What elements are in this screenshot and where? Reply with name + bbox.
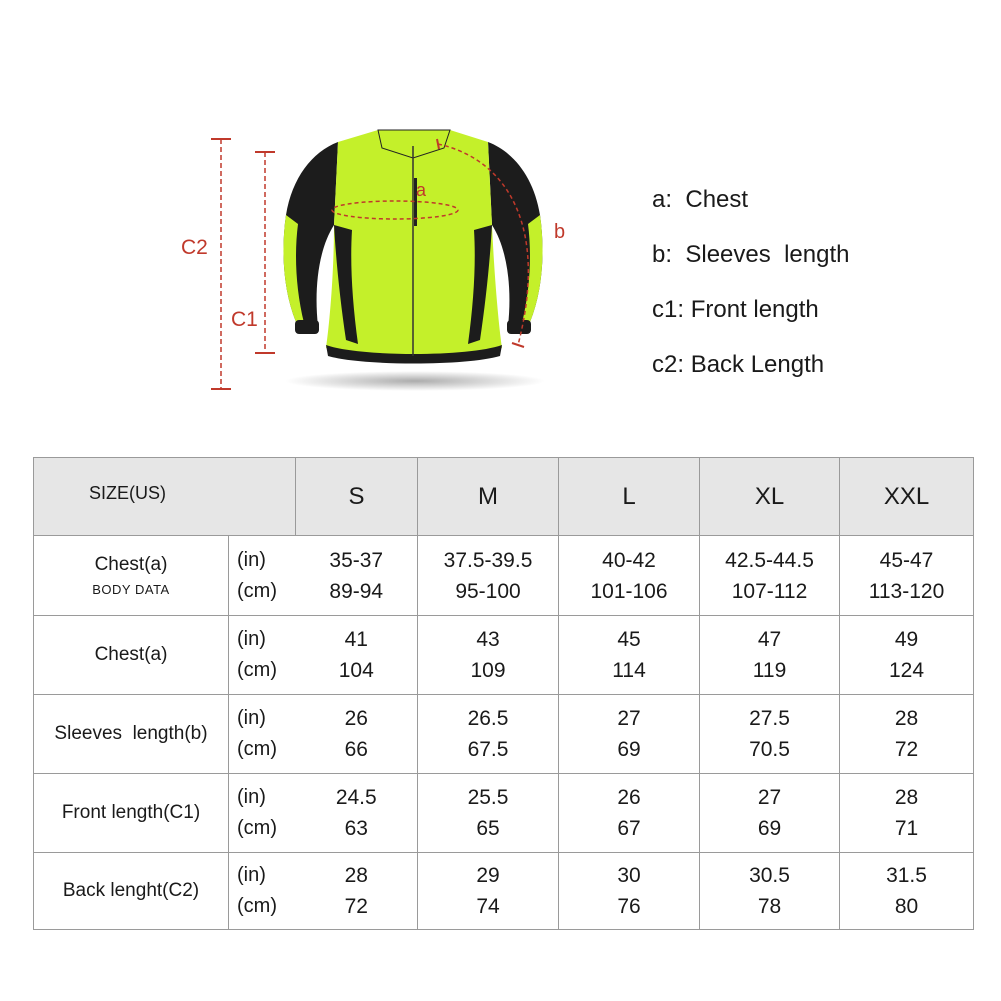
value-in: 24.5	[335, 786, 377, 809]
label-a: a	[416, 180, 427, 200]
value-cm: 101-106	[590, 579, 668, 603]
row-label-text: Sleeves length(b)	[54, 723, 208, 744]
value-in: 28	[344, 864, 368, 887]
value-cm: 95-100	[455, 579, 521, 603]
value-cell-s	[296, 536, 418, 616]
value-cell-xxl	[840, 616, 974, 695]
legend-item-back-length: c2: Back Length	[652, 351, 825, 378]
value-cm: 65	[476, 817, 500, 840]
size-chart-table	[33, 457, 974, 930]
unit-in: (in)	[237, 864, 266, 886]
value-cell-m	[418, 536, 559, 616]
value-in: 26	[344, 707, 368, 730]
value-cell-l	[559, 695, 700, 774]
value-cm: 72	[894, 738, 919, 761]
value-cell-xxl	[840, 853, 974, 930]
units-cell	[229, 616, 296, 695]
value-in: 47	[757, 628, 782, 651]
unit-cm: (cm)	[237, 659, 277, 681]
value-in: 27.5	[749, 707, 790, 730]
unit-cm: (cm)	[237, 817, 277, 839]
value-cell-s	[296, 616, 418, 695]
size-l-header: L	[559, 458, 700, 536]
value-cell-l	[559, 616, 700, 695]
row-label	[34, 853, 229, 930]
value-in: 37.5-39.5	[443, 548, 533, 572]
value-cm: 119	[752, 659, 787, 682]
value-in: 49	[894, 628, 919, 651]
value-cm: 104	[338, 659, 374, 682]
value-in: 30.5	[749, 864, 790, 887]
value-cell-xl	[700, 695, 840, 774]
value-in: 42.5-44.5	[725, 548, 814, 572]
value-in: 41	[344, 628, 368, 651]
value-cm: 74	[476, 895, 500, 918]
measurement-legend	[652, 182, 849, 402]
size-header-row	[34, 458, 974, 536]
row-label	[34, 616, 229, 695]
value-cell-xxl	[840, 774, 974, 853]
value-in: 27	[617, 707, 641, 730]
value-in: 31.5	[886, 864, 927, 887]
row-label	[34, 695, 229, 774]
units-cell	[229, 853, 296, 930]
value-cm: 67.5	[467, 738, 509, 761]
value-cell-m	[418, 774, 559, 853]
value-cm: 76	[617, 895, 641, 918]
value-cell-s	[296, 853, 418, 930]
value-cell-m	[418, 616, 559, 695]
value-cm: 71	[894, 817, 919, 840]
value-in: 45	[617, 628, 641, 651]
table-row	[34, 853, 974, 930]
sleeve-tick-bottom	[512, 343, 524, 347]
label-c2: C2	[181, 236, 208, 259]
value-cm: 114	[612, 659, 646, 682]
value-in: 28	[894, 707, 919, 730]
legend-item-front-length: c1: Front length	[652, 296, 819, 323]
value-cm: 78	[757, 895, 782, 918]
row-label-text: Chest(a)	[94, 644, 168, 665]
value-in: 30	[617, 864, 641, 887]
value-cell-m	[418, 853, 559, 930]
value-cell-xl	[700, 853, 840, 930]
value-cm: 113-120	[868, 579, 945, 603]
value-in: 27	[757, 786, 782, 809]
value-in: 25.5	[467, 786, 509, 809]
value-cell-xxl	[840, 536, 974, 616]
value-in: 40-42	[602, 548, 656, 572]
size-m-header: M	[418, 458, 559, 536]
value-cm: 80	[894, 895, 919, 918]
table-row	[34, 774, 974, 853]
size-us-header: SIZE(US)	[34, 458, 296, 536]
table-row	[34, 536, 974, 616]
value-cm: 69	[757, 817, 782, 840]
unit-cm: (cm)	[237, 738, 277, 760]
value-cell-s	[296, 695, 418, 774]
value-cell-l	[559, 774, 700, 853]
value-cm: 89-94	[329, 579, 384, 603]
row-label-text: Back lenght(C2)	[62, 880, 200, 901]
value-cell-l	[559, 536, 700, 616]
units-cell	[229, 774, 296, 853]
value-cm: 63	[344, 817, 368, 840]
value-cm: 124	[888, 659, 925, 682]
units-cell	[229, 695, 296, 774]
unit-in: (in)	[237, 707, 266, 729]
value-in: 29	[476, 864, 500, 887]
size-xl-header: XL	[700, 458, 840, 536]
value-in: 45-47	[879, 548, 934, 572]
row-label-text: Front length(C1)	[61, 802, 201, 823]
value-in: 43	[476, 628, 500, 651]
value-cm: 66	[344, 738, 368, 761]
value-cell-xxl	[840, 695, 974, 774]
size-s-header: S	[296, 458, 418, 536]
value-cm: 67	[617, 817, 641, 840]
label-b: b	[554, 221, 566, 243]
size-xxl-header: XXL	[840, 458, 974, 536]
value-cell-l	[559, 853, 700, 930]
row-label	[34, 774, 229, 853]
table-row	[34, 616, 974, 695]
unit-cm: (cm)	[237, 895, 277, 917]
value-in: 35-37	[329, 548, 384, 572]
row-sublabel-text: BODY DATA	[92, 582, 170, 597]
jacket-shadow	[285, 371, 545, 391]
value-in: 26	[617, 786, 641, 809]
legend-item-chest: a: Chest	[652, 186, 749, 213]
legend-item-sleeves: b: Sleeves length	[652, 241, 850, 268]
jacket-illustration	[0, 0, 1001, 440]
value-cm: 107-112	[731, 579, 808, 603]
units-cell	[229, 536, 296, 616]
label-c1: C1	[231, 308, 258, 331]
value-in: 28	[894, 786, 919, 809]
unit-in: (in)	[237, 786, 266, 808]
value-cm: 69	[617, 738, 641, 761]
value-cm: 72	[344, 895, 368, 918]
unit-cm: (cm)	[237, 579, 277, 602]
value-cm: 70.5	[749, 738, 790, 761]
jacket-diagram	[0, 0, 1001, 440]
row-label	[34, 536, 229, 616]
value-cell-xl	[700, 616, 840, 695]
value-cell-xl	[700, 536, 840, 616]
value-cm: 109	[470, 659, 506, 682]
left-cuff	[295, 320, 319, 334]
right-cuff	[507, 320, 531, 334]
row-label-text: Chest(a)	[94, 554, 168, 575]
table-row	[34, 695, 974, 774]
value-cell-s	[296, 774, 418, 853]
value-cell-xl	[700, 774, 840, 853]
value-cell-m	[418, 695, 559, 774]
value-in: 26.5	[467, 707, 509, 730]
unit-in: (in)	[237, 628, 266, 650]
unit-in: (in)	[237, 548, 266, 571]
